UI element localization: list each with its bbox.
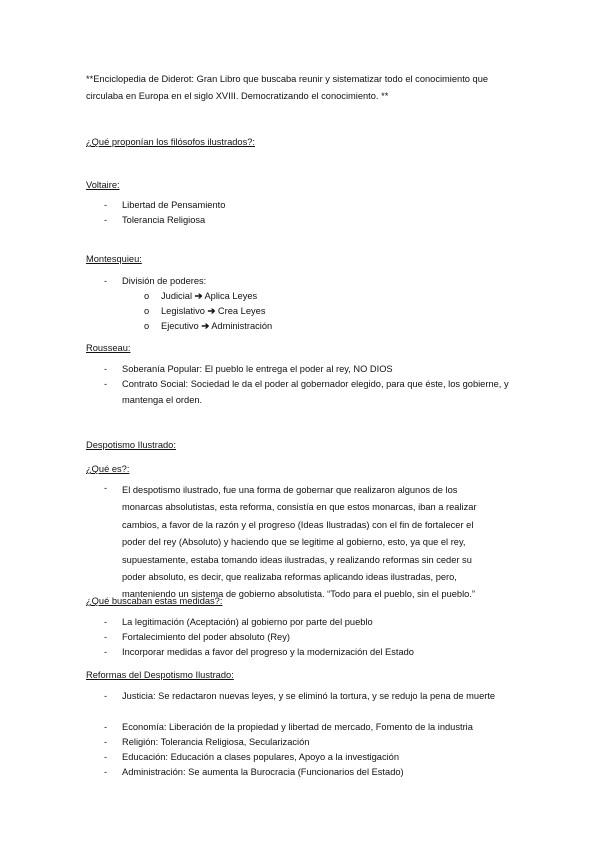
dash-bullet: -: [104, 722, 108, 732]
circle-bullet: o: [144, 291, 150, 301]
list-item-text: Incorporar medidas a favor del progreso y la modernización del Estado: [122, 647, 414, 657]
list-item-text: Fortalecimiento del poder absoluto (Rey): [122, 632, 290, 642]
list-item-text: Contrato Social: Sociedad le da el poder al gobernador elegido, para que éste, los gobierne, y mantenga el orden.: [122, 379, 509, 405]
power-name: Ejecutivo: [161, 321, 199, 331]
despotismo-paragraph: El despotismo ilustrado, fue una forma de gobernar que realizaron algunos de los monarcas absolutistas, esta reforma, consistía en que estos monarcas, iban a realizar cambios, a favor de la razón y el progreso (Ideas Ilustradas) con el fin de fortalecer el poder del rey (Absoluto) y haciendo que se legitime al gobierno, esto, ya que el rey, supuestamente, estaba tomando ideas ilustradas, y realizando reformas sin ceder su poder absoluto, es decir, que realizaba reformas aplicando ideas ilustradas, pero, manteniendo un sistema de gobierno absolutista. “Todo para el pueblo, sin el pueblo.”: [122, 485, 477, 600]
dash-bullet: -: [104, 483, 108, 493]
dash-bullet: -: [104, 215, 108, 225]
dash-bullet: -: [104, 364, 108, 374]
heading-reformas: Reformas del Despotismo Ilustrado:: [86, 670, 234, 680]
list-item-text: La legitimación (Aceptación) al gobierno por parte del pueblo: [122, 617, 373, 627]
dash-bullet: -: [104, 200, 108, 210]
heading-medidas: ¿Qué buscaban estas medidas?:: [86, 596, 223, 606]
power-function: Administración: [211, 321, 273, 331]
dash-bullet: -: [104, 647, 108, 657]
list-item-text: Justicia: Se redactaron nuevas leyes, y se eliminó la tortura, y se redujo la pena de muerte: [122, 691, 496, 701]
dash-bullet: -: [104, 767, 108, 777]
circle-bullet: o: [144, 306, 150, 316]
heading-voltaire: Voltaire:: [86, 180, 120, 190]
list-item-text: Libertad de Pensamiento: [122, 200, 226, 210]
list-item-text: Economía: Liberación de la propiedad y libertad de mercado, Fomento de la industria: [122, 722, 473, 732]
dash-bullet: -: [104, 691, 108, 701]
list-item-text: Administración: Se aumenta la Burocracia (Funcionarios del Estado): [122, 767, 404, 777]
power-name: Judicial: [161, 291, 193, 301]
heading-despotismo: Despotismo Ilustrado:: [86, 440, 176, 450]
dash-bullet: -: [104, 276, 108, 286]
power-function: Aplica Leyes: [204, 291, 258, 301]
list-item-text: Educación: Educación a clases populares, Apoyo a la investigación: [122, 752, 400, 762]
list-item-text: Tolerancia Religiosa: [122, 215, 206, 225]
heading-que-es: ¿Qué es?:: [86, 464, 130, 474]
dash-bullet: -: [104, 617, 108, 627]
arrow-icon: ➔: [207, 306, 216, 316]
power-function: Crea Leyes: [217, 306, 266, 316]
list-item-text: Religión: Tolerancia Religiosa, Secularización: [122, 737, 310, 747]
arrow-icon: ➔: [201, 321, 210, 331]
dash-bullet: -: [104, 379, 108, 389]
dash-bullet: -: [104, 632, 108, 642]
list-item-text: División de poderes:: [122, 276, 207, 286]
heading-rousseau: Rousseau:: [86, 343, 131, 353]
list-item-text: Soberanía Popular: El pueblo le entrega el poder al rey, NO DIOS: [122, 364, 393, 374]
arrow-icon: ➔: [194, 291, 203, 301]
intro-paragraph: **Enciclopedia de Diderot: Gran Libro que buscaba reunir y sistematizar todo el conocimiento que circulaba en Europa en el siglo XVIII. Democratizando el conocimiento. **: [86, 74, 489, 101]
dash-bullet: -: [104, 752, 108, 762]
heading-filosofos: ¿Qué proponían los filósofos ilustrados?:: [86, 137, 255, 147]
power-name: Legislativo: [161, 306, 205, 316]
dash-bullet: -: [104, 737, 108, 747]
heading-montesquieu: Montesquieu:: [86, 254, 142, 264]
circle-bullet: o: [144, 321, 150, 331]
